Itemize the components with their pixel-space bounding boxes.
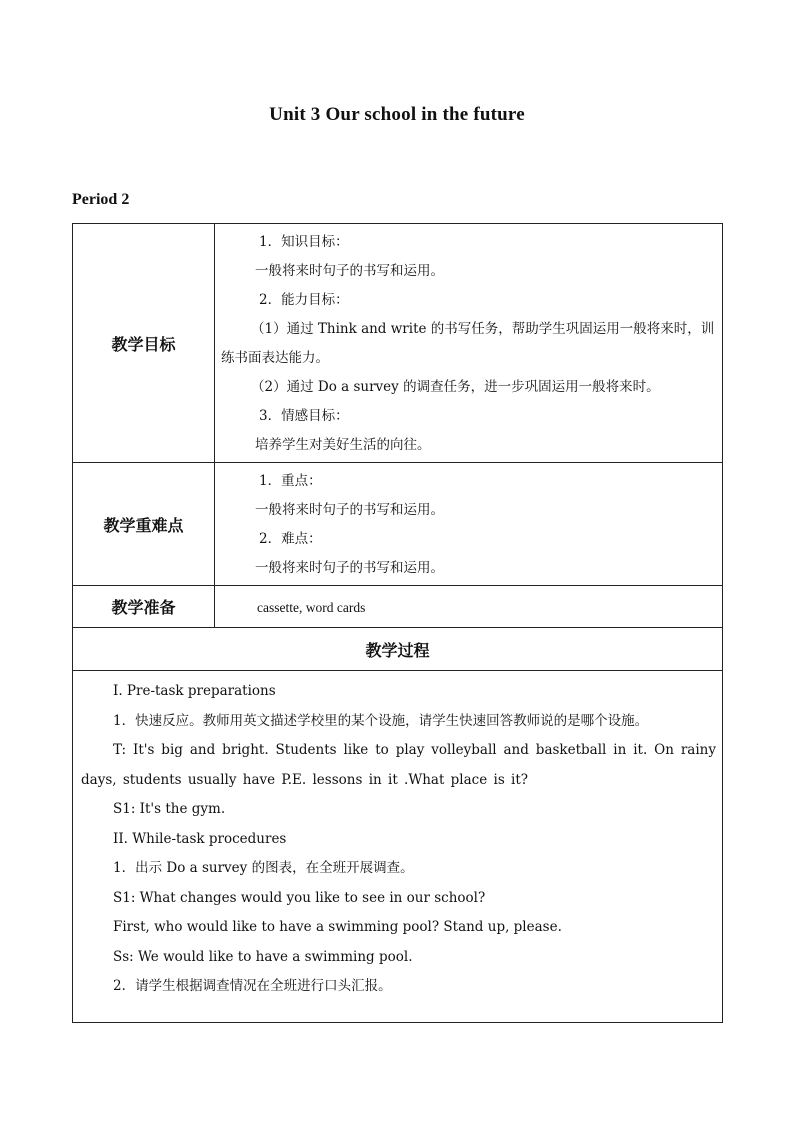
process-line: 2．请学生根据调查情况在全班进行口头汇报。	[113, 978, 392, 994]
process-line: First, who would like to have a swimming pool? Stand up, please.	[113, 919, 562, 935]
preparation-label: 教学准备	[73, 586, 215, 628]
objective-line: 培养学生对美好生活的向往。	[255, 437, 431, 453]
key-points-content	[215, 463, 723, 586]
objective-line: （1）通过 Think and write 的书写任务，帮助学生巩固运用一般将来时，训练书面表达能力。	[221, 321, 715, 366]
preparation-content	[215, 586, 723, 628]
objective-line: （2）通过 Do a survey 的调查任务，进一步巩固运用一般将来时。	[251, 379, 660, 395]
process-row	[73, 671, 723, 1023]
key-point-line: 2．难点：	[259, 531, 322, 547]
process-line: S1: It's the gym.	[113, 801, 226, 817]
process-line: S1: What changes would you like to see in our school?	[113, 889, 486, 906]
key-point-line: 1．重点：	[259, 473, 322, 489]
process-heading: 教学过程	[73, 628, 723, 671]
objective-line: 3．情感目标：	[259, 408, 349, 424]
process-line: I. Pre-task preparations	[113, 683, 276, 699]
objectives-content	[215, 224, 723, 463]
process-header-row	[73, 628, 723, 671]
lesson-plan-table	[72, 223, 723, 1023]
process-content	[73, 671, 723, 1023]
process-line: 1．快速反应。教师用英文描述学校里的某个设施，请学生快速回答教师说的是哪个设施。	[113, 712, 649, 729]
key-points-label: 教学重难点	[73, 463, 215, 586]
objectives-label: 教学目标	[73, 224, 215, 463]
document-title: Unit 3 Our school in the future	[269, 104, 525, 125]
objectives-row	[73, 224, 723, 463]
objective-line: 一般将来时句子的书写和运用。	[255, 263, 444, 279]
preparation-row	[73, 586, 723, 628]
period-heading: Period 2	[72, 191, 130, 208]
process-line: Ss: We would like to have a swimming pool.	[113, 948, 413, 965]
key-point-line: 一般将来时句子的书写和运用。	[255, 502, 444, 518]
key-point-line: 一般将来时句子的书写和运用。	[255, 560, 444, 576]
key-points-row	[73, 463, 723, 586]
preparation-text: cassette, word cards	[257, 599, 366, 615]
process-line: II. While-task procedures	[113, 830, 287, 847]
process-line: 1．出示 Do a survey 的图表，在全班开展调查。	[113, 860, 414, 876]
process-line: T: It's big and bright. Students like to play volleyball and basketball in it. On rainy days, students usually have P.E. lessons in it .What place is it?	[81, 742, 716, 788]
objective-line: 2．能力目标：	[259, 292, 349, 308]
objective-line: 1．知识目标：	[259, 234, 349, 250]
